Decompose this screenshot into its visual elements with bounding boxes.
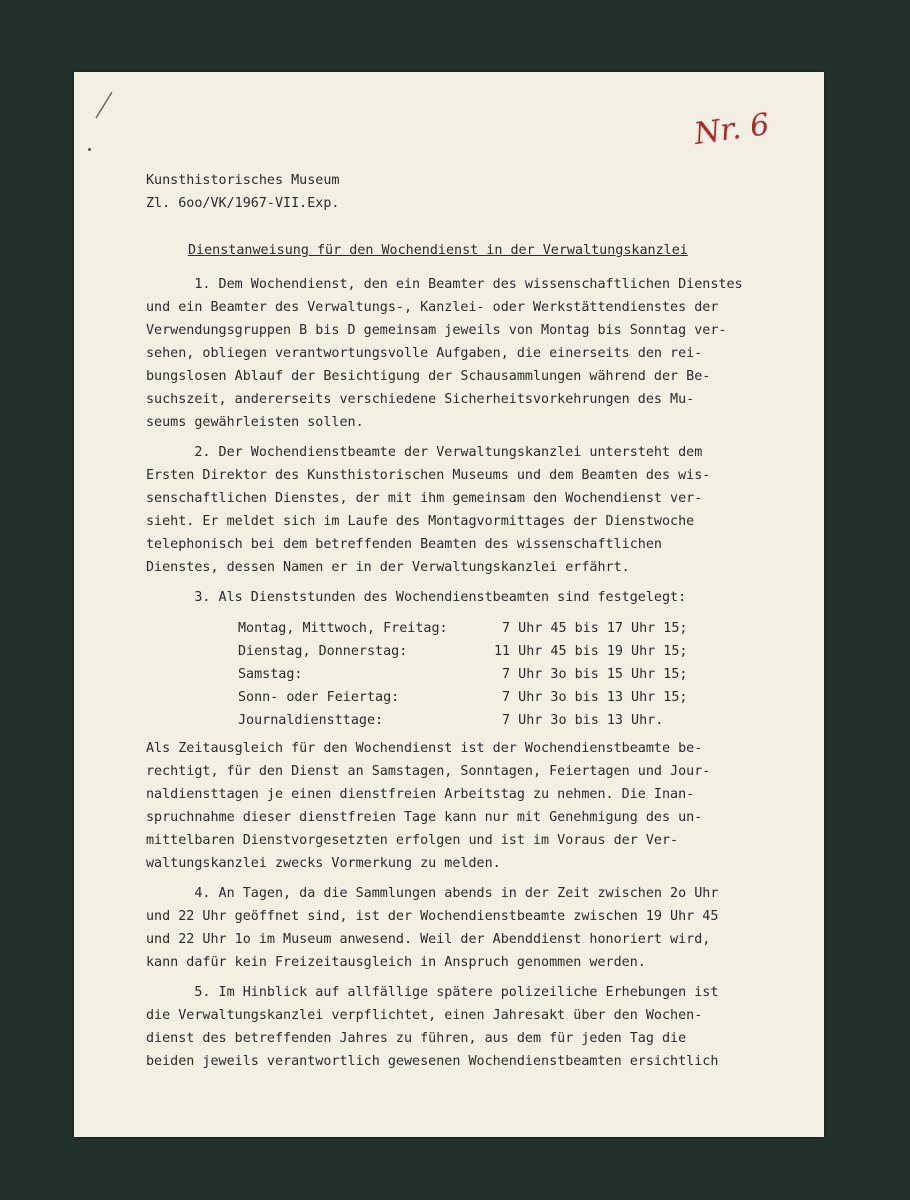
schedule-day: Sonn- oder Feiertag: xyxy=(238,690,400,705)
body-line: 1. Dem Wochendienst, den ein Beamter des wissenschaftlichen Dienstes xyxy=(146,277,743,292)
schedule-hours: 7 Uhr 3o bis 15 Uhr 15; xyxy=(494,667,688,682)
body-line: mittelbaren Dienstvorgesetzten erfolgen und ist im Voraus der Ver- xyxy=(146,833,679,848)
body-line: Dienstes, dessen Namen er in der Verwaltungskanzlei erfährt. xyxy=(146,560,630,575)
schedule-day: Samstag: xyxy=(238,667,303,682)
schedule-hours: 7 Uhr 3o bis 13 Uhr. xyxy=(494,713,664,728)
schedule-day: Montag, Mittwoch, Freitag: xyxy=(238,621,448,636)
body-line: bungslosen Ablauf der Besichtigung der Schausammlungen während der Be- xyxy=(146,369,711,384)
body-line: und ein Beamter des Verwaltungs-, Kanzlei- oder Werkstättendienstes der xyxy=(146,300,719,315)
document-title: Dienstanweisung für den Wochendienst in der Verwaltungskanzlei xyxy=(188,243,688,258)
body-line: spruchnahme dieser dienstfreien Tage kann nur mit Genehmigung des un- xyxy=(146,810,703,825)
body-line: kann dafür kein Freizeitausgleich in Anspruch genommen werden. xyxy=(146,955,646,970)
schedule-hours: 11 Uhr 45 bis 19 Uhr 15; xyxy=(494,644,688,659)
body-line: und 22 Uhr 1o im Museum anwesend. Weil der Abenddienst honoriert wird, xyxy=(146,932,711,947)
body-line: naldiensttagen je einen dienstfreien Arbeitstag zu nehmen. Die Inan- xyxy=(146,787,695,802)
body-line: senschaftlichen Dienstes, der mit ihm gemeinsam den Wochendienst ver- xyxy=(146,491,703,506)
punch-dot xyxy=(88,148,91,151)
body-line: sehen, obliegen verantwortungsvolle Aufgaben, die einerseits den rei- xyxy=(146,346,703,361)
schedule-day: Journaldiensttage: xyxy=(238,713,384,728)
body-line: die Verwaltungskanzlei verpflichtet, einen Jahresakt über den Wochen- xyxy=(146,1008,703,1023)
document-page xyxy=(74,72,824,1137)
body-line: sieht. Er meldet sich im Laufe des Montagvormittages der Dienstwoche xyxy=(146,514,695,529)
body-line: und 22 Uhr geöffnet sind, ist der Wochendienstbeamte zwischen 19 Uhr 45 xyxy=(146,909,719,924)
body-line: Verwendungsgruppen B bis D gemeinsam jeweils von Montag bis Sonntag ver- xyxy=(146,323,727,338)
schedule-hours: 7 Uhr 3o bis 13 Uhr 15; xyxy=(494,690,688,705)
body-line: telephonisch bei dem betreffenden Beamten des wissenschaftlichen xyxy=(146,537,662,552)
body-line: rechtigt, für den Dienst an Samstagen, Sonntagen, Feiertagen und Jour- xyxy=(146,764,711,779)
body-line: waltungskanzlei zwecks Vormerkung zu melden. xyxy=(146,856,501,871)
body-line: suchszeit, andererseits verschiedene Sicherheitsvorkehrungen des Mu- xyxy=(146,392,695,407)
body-line: 4. An Tagen, da die Sammlungen abends in der Zeit zwischen 2o Uhr xyxy=(146,886,719,901)
institution-name: Kunsthistorisches Museum xyxy=(146,173,340,188)
schedule-hours: 7 Uhr 45 bis 17 Uhr 15; xyxy=(494,621,688,636)
reference-number: Zl. 6oo/VK/1967-VII.Exp. xyxy=(146,196,340,211)
body-line: seums gewährleisten sollen. xyxy=(146,415,364,430)
body-line: beiden jeweils verantwortlich gewesenen Wochendienstbeamten ersichtlich xyxy=(146,1054,719,1069)
body-line: 3. Als Dienststunden des Wochendienstbeamten sind festgelegt: xyxy=(146,590,687,605)
staple-mark-icon xyxy=(92,90,114,120)
body-line: dienst des betreffenden Jahres zu führen, aus dem für jeden Tag die xyxy=(146,1031,687,1046)
body-line: 2. Der Wochendienstbeamte der Verwaltungskanzlei untersteht dem xyxy=(146,445,703,460)
handwritten-note: Nr. 6 xyxy=(691,106,772,153)
body-line: Ersten Direktor des Kunsthistorischen Museums und dem Beamten des wis- xyxy=(146,468,711,483)
body-line: Als Zeitausgleich für den Wochendienst ist der Wochendienstbeamte be- xyxy=(146,741,703,756)
body-line: 5. Im Hinblick auf allfällige spätere polizeiliche Erhebungen ist xyxy=(146,985,719,1000)
schedule-day: Dienstag, Donnerstag: xyxy=(238,644,408,659)
